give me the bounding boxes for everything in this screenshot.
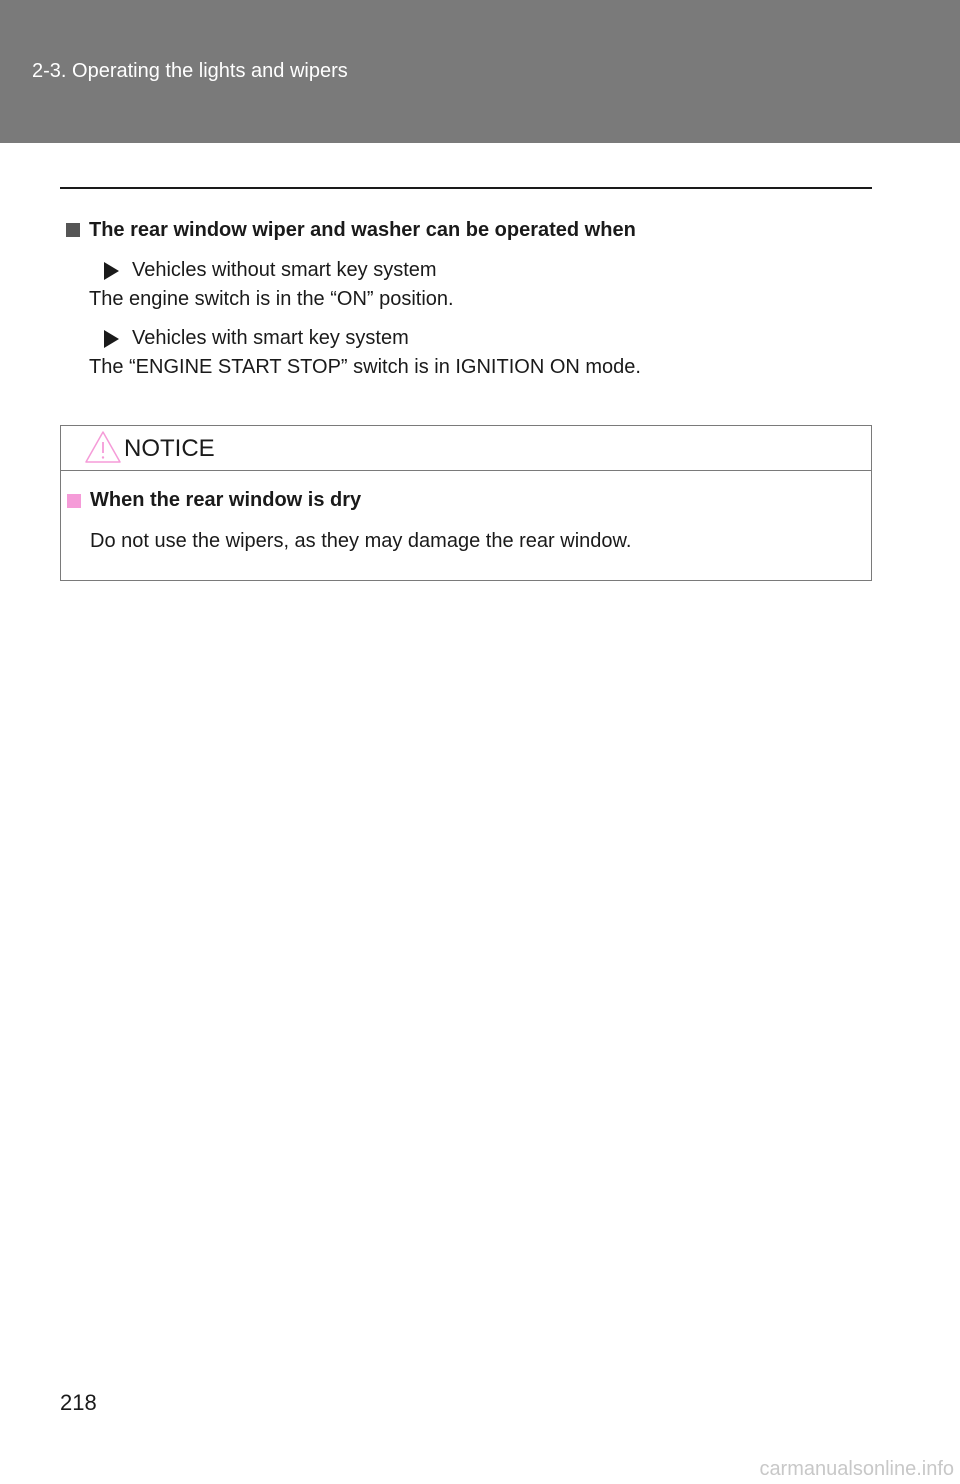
condition-item — [89, 256, 866, 314]
header-band — [0, 0, 960, 143]
section-breadcrumb: 2-3. Operating the lights and wipers — [32, 60, 348, 82]
notice-box — [60, 425, 872, 581]
condition-label: Vehicles without smart key system — [132, 259, 437, 281]
notice-text: Do not use the wipers, as they may damage the rear window. — [90, 530, 632, 552]
condition-label-line — [104, 256, 866, 285]
condition-text: The “ENGINE START STOP” switch is in IGNITION ON mode. — [89, 356, 641, 378]
page-number: 218 — [60, 1390, 97, 1415]
condition-label: Vehicles with smart key system — [132, 327, 409, 349]
triangle-pointer-icon — [104, 262, 119, 280]
condition-label-line — [104, 324, 866, 353]
divider — [60, 187, 872, 189]
condition-item — [89, 324, 866, 382]
square-bullet-icon — [66, 223, 80, 237]
notice-heading — [67, 489, 361, 512]
notice-title: NOTICE — [124, 435, 215, 462]
section-heading — [66, 216, 866, 244]
section-heading-text: The rear window wiper and washer can be operated when — [89, 218, 636, 241]
wiper-operation-section — [66, 216, 866, 382]
warning-icon — [84, 430, 122, 464]
triangle-pointer-icon — [104, 330, 119, 348]
notice-header — [61, 426, 871, 471]
watermark: carmanualsonline.info — [759, 1458, 954, 1480]
square-bullet-icon — [67, 494, 81, 508]
notice-heading-text: When the rear window is dry — [90, 489, 362, 511]
condition-text: The engine switch is in the “ON” position. — [89, 288, 454, 310]
